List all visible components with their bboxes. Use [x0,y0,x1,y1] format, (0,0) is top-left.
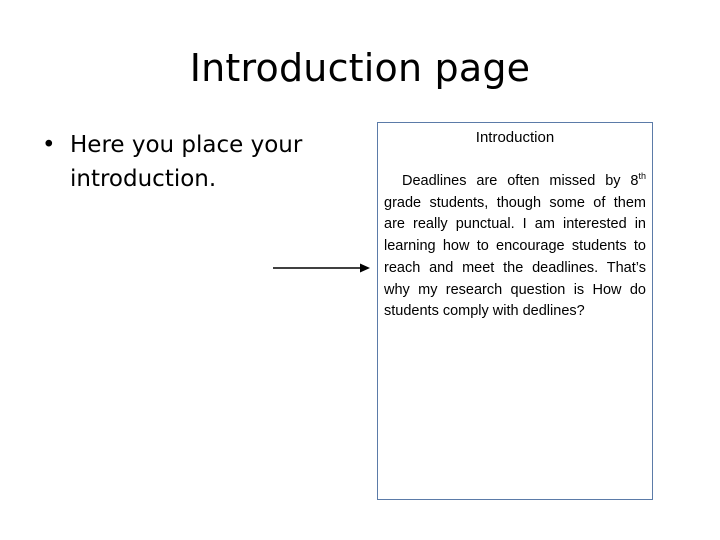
ordinal-suffix: th [638,171,646,182]
introduction-body-start: Deadlines are often missed by 8 [402,173,639,189]
arrow-right-icon [272,260,372,276]
introduction-body-rest: grade students, though some of them are really punctual. I am interested in learning how to encourage students to reach and meet the deadlines. That’s why my research question is How do students comply with dedlines? [384,194,646,320]
introduction-text-box [377,122,653,500]
introduction-heading: Introduction [475,129,555,146]
bullet-list [36,128,336,196]
bullet-marker: • [42,132,56,158]
introduction-body [384,171,646,323]
slide-title: Introduction page [189,46,531,90]
bullet-text: Here you place your introduction. [70,132,303,192]
bullet-item [36,128,336,196]
